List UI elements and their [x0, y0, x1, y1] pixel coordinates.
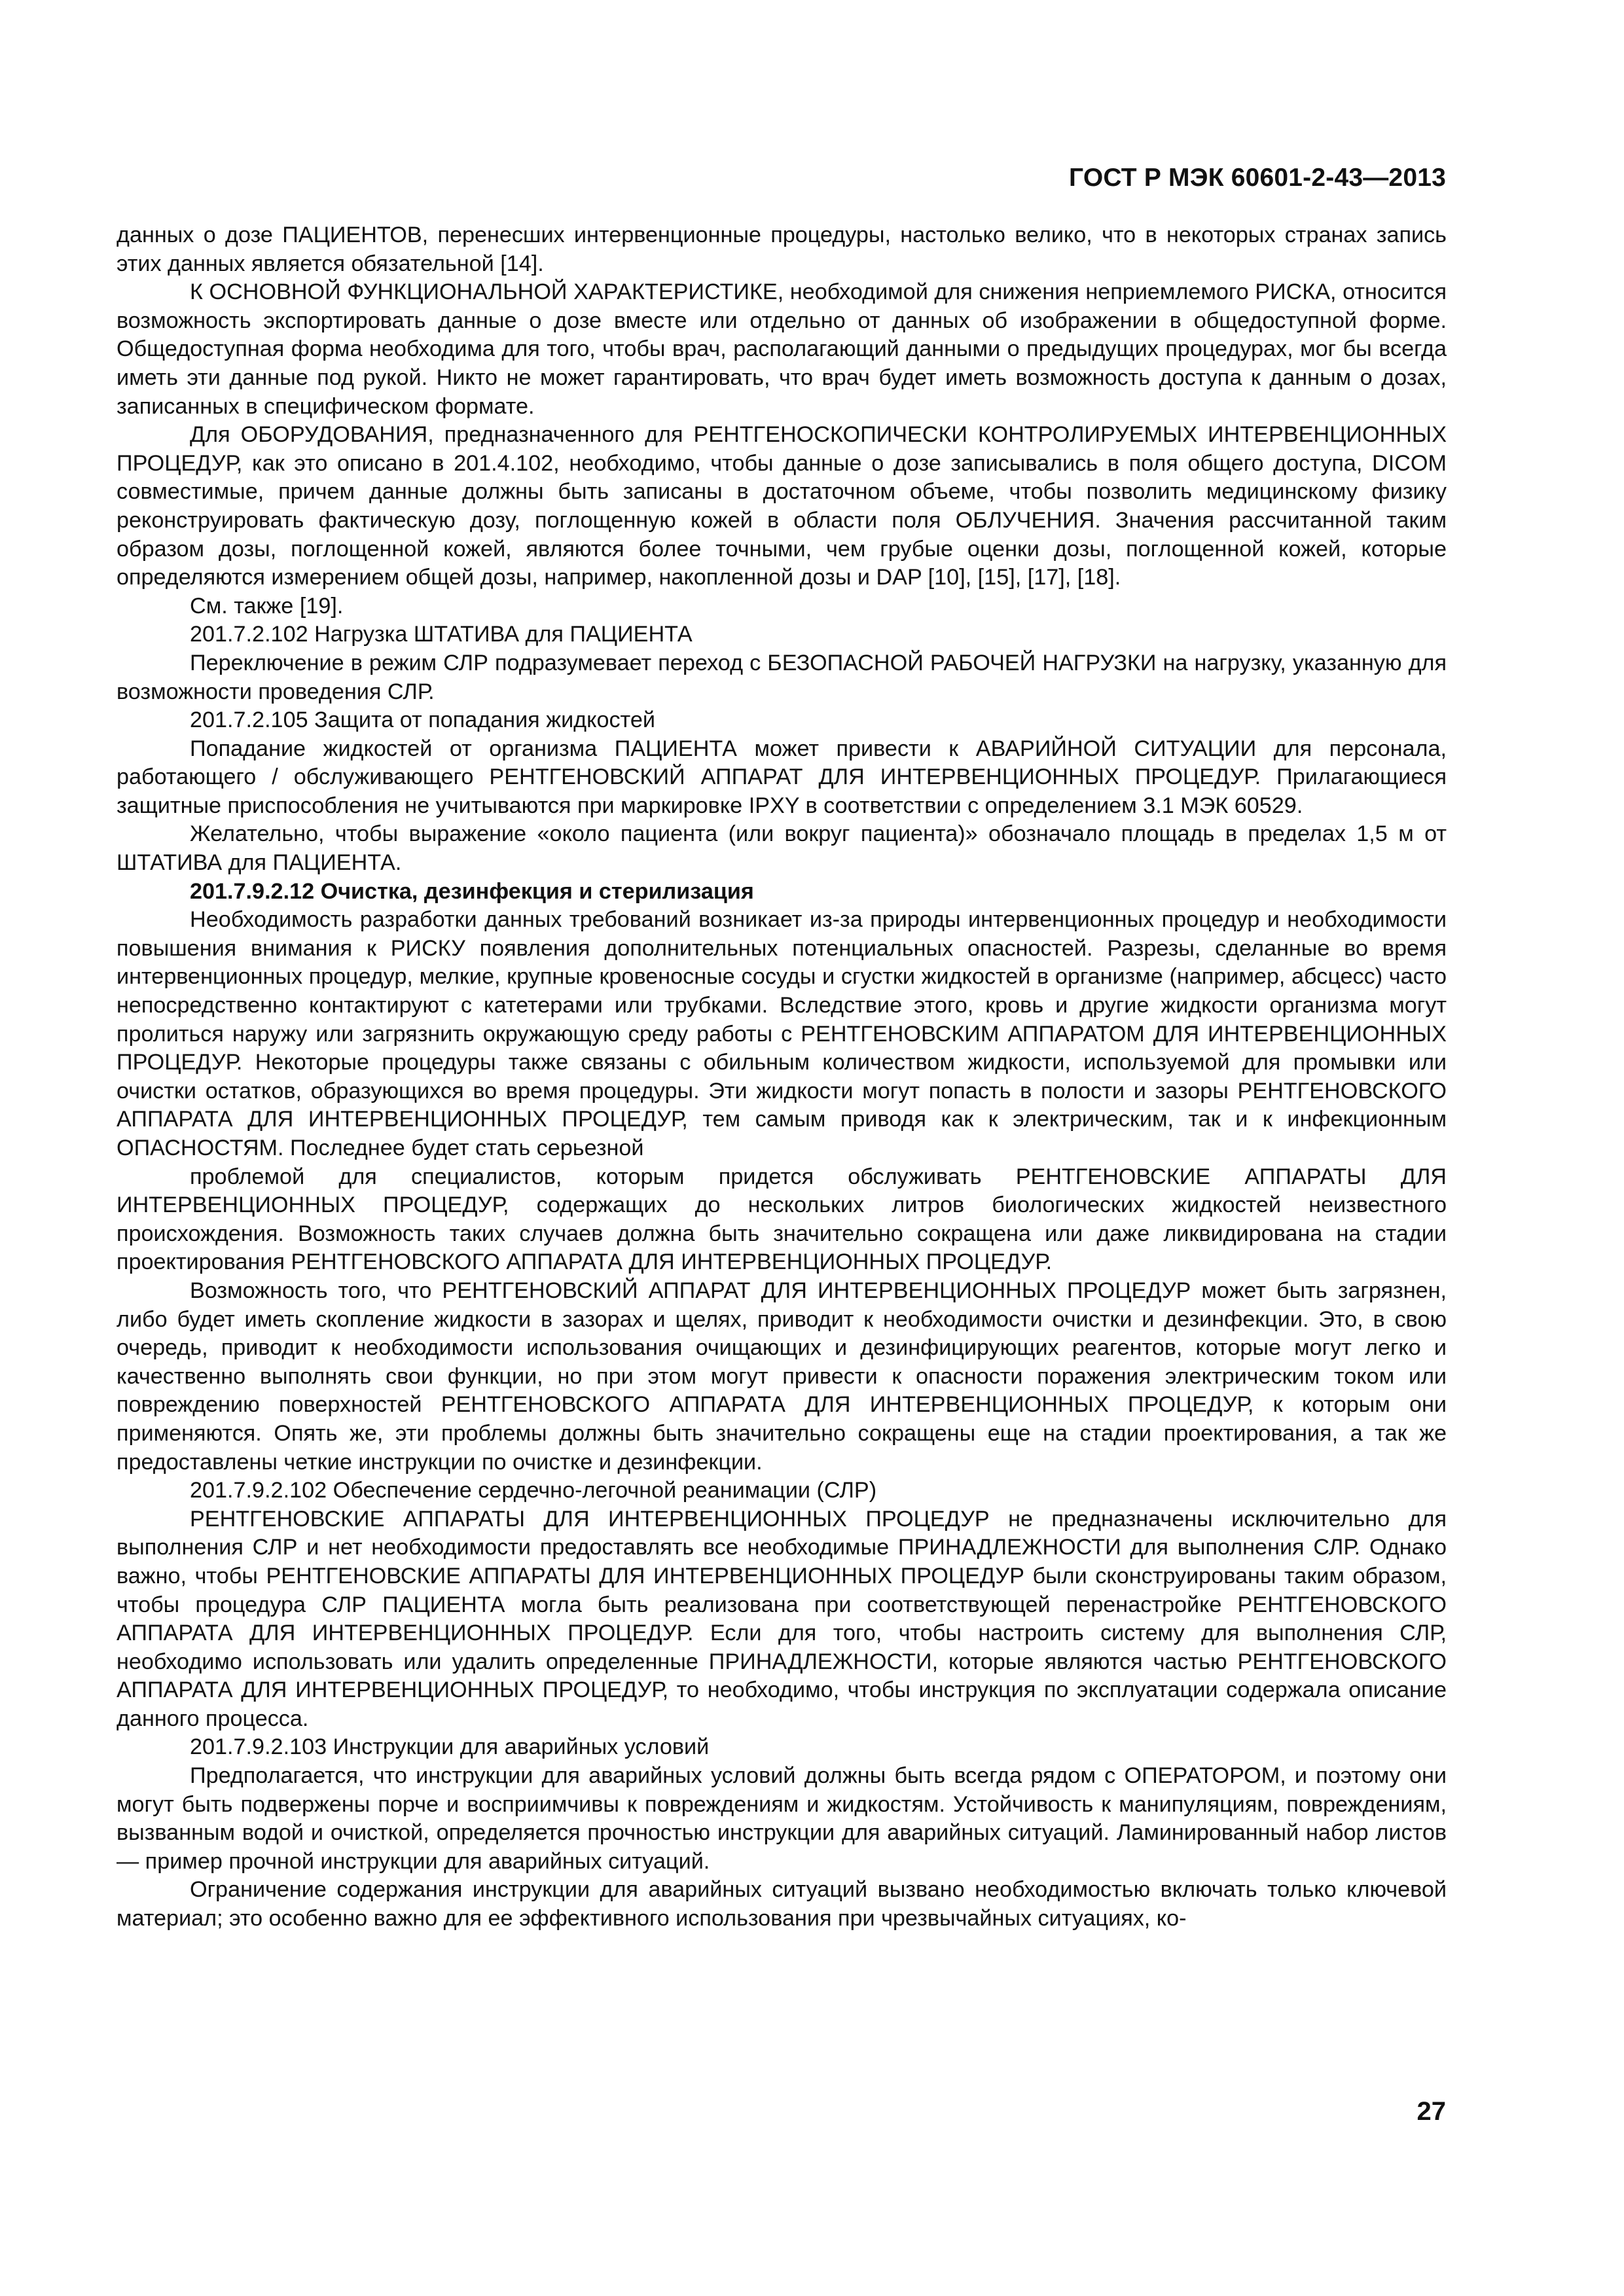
paragraph: Переключение в режим СЛР подразумевает переход с БЕЗОПАСНОЙ РАБОЧЕЙ НАГРУЗКИ на нагрузку, указанную для возможности проведения СЛР.	[117, 650, 1447, 704]
paragraph: Ограничение содержания инструкции для аварийных ситуаций вызвано необходимостью включать только ключевой материал; это особенно важно для ее эффективного использования при чрезвычайных ситуациях, ко-	[117, 1877, 1447, 1931]
paragraph: проблемой для специалистов, которым придется обслуживать РЕНТГЕНОВСКИЕ АППАРАТЫ ДЛЯ ИНТЕРВЕНЦИОННЫХ ПРОЦЕДУР, содержащих до нескольких литров биологических жидкостей неизвестного происхождения. Возможность таких случаев должна быть значительно сокращена или даже ликвидирована на стадии проектирования РЕНТГЕНОВСКОГО АППАРАТА ДЛЯ ИНТЕРВЕНЦИОННЫХ ПРОЦЕДУР.	[117, 1164, 1447, 1275]
paragraph: РЕНТГЕНОВСКИЕ АППАРАТЫ ДЛЯ ИНТЕРВЕНЦИОННЫХ ПРОЦЕДУР не предназначены исключительно для выполнения СЛР и нет необходимости предоставлять все необходимые ПРИНАДЛЕЖНОСТИ для выполнения СЛР. Однако важно, чтобы РЕНТГЕНОВСКИЕ АППАРАТЫ ДЛЯ ИНТЕРВЕНЦИОННЫХ ПРОЦЕДУР были сконструированы таким образом, чтобы процедура СЛР ПАЦИЕНТА могла быть реализована при соответствующей перенастройке РЕНТГЕНОВСКОГО АППАРАТА ДЛЯ ИНТЕРВЕНЦИОННЫХ ПРОЦЕДУР. Если для того, чтобы настроить систему для выполнения СЛР, необходимо использовать или удалить определенные ПРИНАДЛЕЖНОСТИ, которые являются частью РЕНТГЕНОВСКОГО АППАРАТА ДЛЯ ИНТЕРВЕНЦИОННЫХ ПРОЦЕДУР, то необходимо, чтобы инструкция по эксплуатации содержала описание данного процесса.	[117, 1506, 1447, 1731]
paragraph: Попадание жидкостей от организма ПАЦИЕНТА может привести к АВАРИЙНОЙ СИТУАЦИИ для персонала, работающего / обслуживающего РЕНТГЕНОВСКИЙ АППАРАТ ДЛЯ ИНТЕРВЕНЦИОННЫХ ПРОЦЕДУР. Прилагающиеся защитные приспособления не учитываются при маркировке IPXY в соответствии с определением 3.1 МЭК 60529.	[117, 736, 1447, 818]
page-number: 27	[1416, 2097, 1446, 2126]
paragraph: 201.7.9.2.102 Обеспечение сердечно-легочной реанимации (СЛР)	[190, 1478, 877, 1503]
standard-id-header: ГОСТ Р МЭК 60601-2-43—2013	[1069, 164, 1446, 192]
document-body	[117, 221, 1447, 1933]
paragraph: См. также [19].	[190, 593, 344, 619]
paragraph: Предполагается, что инструкции для аварийных условий должны быть всегда рядом с ОПЕРАТОРОМ, и поэтому они могут быть подвержены порче и восприимчивы к повреждениям и жидкостям. Устойчивость к манипуляциям, повреждениям, вызванным водой и очисткой, определяется прочностью инструкции для аварийных ситуаций. Ламинированный набор листов — пример прочной инструкции для аварийных ситуаций.	[117, 1763, 1447, 1874]
section-heading: 201.7.9.2.12 Очистка, дезинфекция и стерилизация	[190, 878, 754, 904]
paragraph: Необходимость разработки данных требований возникает из-за природы интервенционных процедур и необходимости повышения внимания к РИСКУ появления дополнительных потенциальных опасностей. Разрезы, сделанные во время интервенционных процедур, мелкие, крупные кровеносные сосуды и сгустки жидкостей в организме (например, абсцесс) часто непосредственно контактируют с катетерами или трубками. Вследствие этого, кровь и другие жидкости организма могут пролиться наружу или загрязнить окружающую среду работы с РЕНТГЕНОВСКИМ АППАРАТОМ ДЛЯ ИНТЕРВЕНЦИОННЫХ ПРОЦЕДУР. Некоторые процедуры также связаны с обильным количеством жидкости, используемой для промывки или очистки остатков, образующихся во время процедуры. Эти жидкости могут попасть в полости и зазоры РЕНТГЕНОВСКОГО АППАРАТА ДЛЯ ИНТЕРВЕНЦИОННЫХ ПРОЦЕДУР, тем самым приводя как к электрическим, так и к инфекционным ОПАСНОСТЯМ. Последнее будет стать серьезной	[117, 907, 1447, 1160]
paragraph: Желательно, чтобы выражение «около пациента (или вокруг пациента)» обозначало площадь в пределах 1,5 м от ШТАТИВА для ПАЦИЕНТА.	[117, 821, 1447, 876]
paragraph: 201.7.9.2.103 Инструкции для аварийных условий	[190, 1734, 710, 1760]
paragraph: данных о дозе ПАЦИЕНТОВ, перенесших интервенционные процедуры, настолько велико, что в некоторых странах запись этих данных является обязательной [14].	[117, 223, 1447, 276]
paragraph: 201.7.2.105 Защита от попадания жидкостей	[190, 708, 655, 733]
paragraph: К ОСНОВНОЙ ФУНКЦИОНАЛЬНОЙ ХАРАКТЕРИСТИКЕ, необходимой для снижения неприемлемого РИСКА, относится возможность экспортировать данные о дозе вместе или отдельно от данных об изображении в общедоступной форме. Общедоступная форма необходима для того, чтобы врач, располагающий данными о предыдущих процедурах, мог бы всегда иметь эти данные под рукой. Никто не может гарантировать, что врач будет иметь возможность доступа к данным о дозах, записанных в специфическом формате.	[117, 279, 1447, 419]
paragraph: Возможность того, что РЕНТГЕНОВСКИЙ АППАРАТ ДЛЯ ИНТЕРВЕНЦИОННЫХ ПРОЦЕДУР может быть загрязнен, либо будет иметь скопление жидкости в зазорах и щелях, приводит к необходимости очистки и дезинфекции. Это, в свою очередь, приводит к необходимости использования очищающих и дезинфицирующих реагентов, которые могут легко и качественно выполнять свои функции, но при этом могут привести к опасности поражения электрическим током или повреждению поверхностей РЕНТГЕНОВСКОГО АППАРАТА ДЛЯ ИНТЕРВЕНЦИОННЫХ ПРОЦЕДУР, к которым они применяются. Опять же, эти проблемы должны быть значительно сокращены еще на стадии проектирования, а так же предоставлены четкие инструкции по очистке и дезинфекции.	[117, 1278, 1447, 1475]
paragraph: 201.7.2.102 Нагрузка ШТАТИВА для ПАЦИЕНТА	[190, 622, 693, 647]
paragraph: Для ОБОРУДОВАНИЯ, предназначенного для РЕНТГЕНОСКОПИЧЕСКИ КОНТРОЛИРУЕМЫХ ИНТЕРВЕНЦИОННЫХ ПРОЦЕДУР, как это описано в 201.4.102, необходимо, чтобы данные о дозе записывались в поля общего доступа, DICOM совместимые, причем данные должны быть записаны в достаточном объеме, чтобы позволить медицинскому физику реконструировать фактическую дозу, поглощенную кожей в области поля ОБЛУЧЕНИЯ. Значения рассчитанной таким образом дозы, поглощенной кожей, являются более точными, чем грубые оценки дозы, поглощенной кожей, которые определяются измерением общей дозы, например, накопленной дозы и DAP [10], [15], [17], [18].	[117, 422, 1447, 590]
